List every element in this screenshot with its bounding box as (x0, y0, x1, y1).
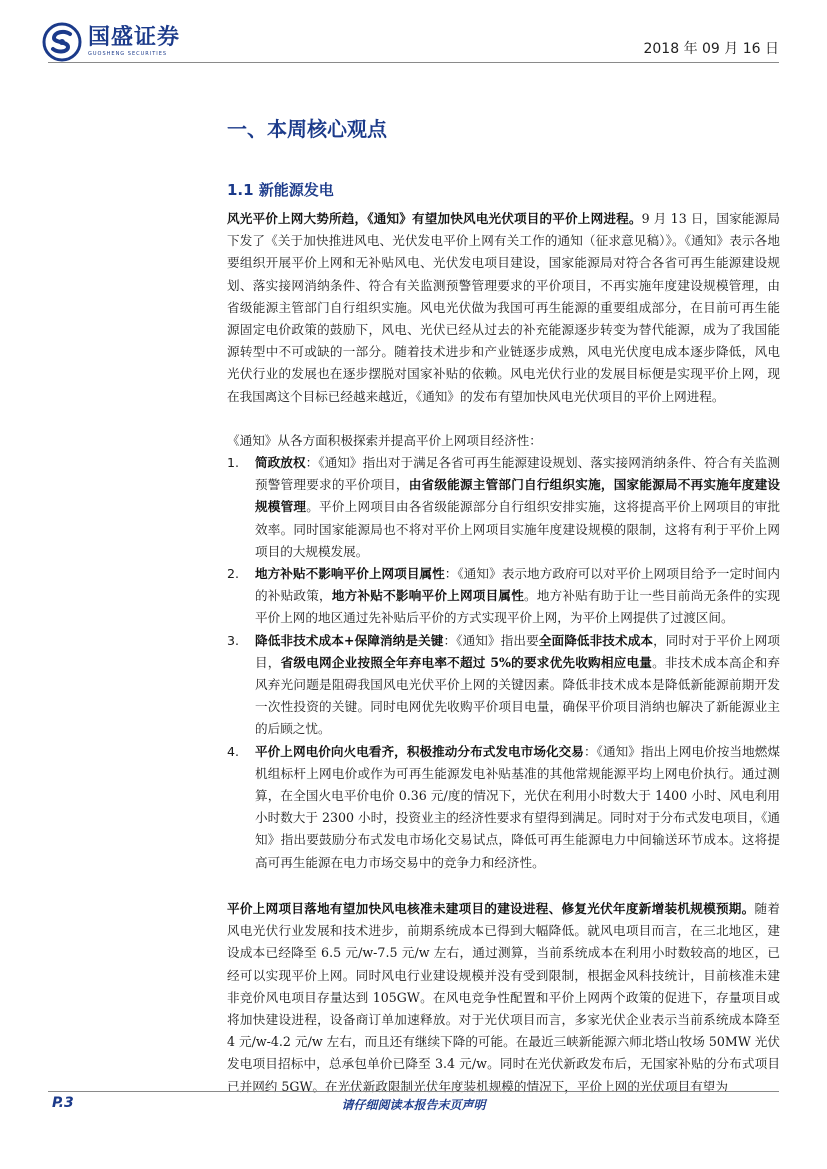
list-number: 1. (227, 455, 240, 471)
points-list (227, 452, 780, 874)
page-header (0, 0, 827, 70)
report-body (227, 208, 780, 1098)
point-lead: 地方补贴不影响平价上网项目属性 (255, 566, 445, 582)
paragraph-1-lead: 风光平价上网大势所趋，《通知》有望加快风电光伏项目的平价上网进程。 (227, 211, 642, 226)
footer-divider (48, 1091, 779, 1092)
point-lead: 降低非技术成本+保障消纳是关键 (255, 632, 444, 648)
point-text: 。地方补贴有助于让一些目前尚无条件的实现平价上网的地区通过先补贴后平价的方式实现平价上网，为平价上网提供了过渡区间。 (255, 588, 781, 626)
report-date: 2018 年 09 月 16 日 (643, 41, 779, 57)
paragraph-3-lead: 平价上网项目落地有望加快风电核准未建项目的建设进程、修复光伏年度新增装机规模预期。 (227, 900, 755, 916)
points-intro: 《通知》从各方面积极探索并提高平价上网项目经济性： (227, 432, 542, 448)
list-item (227, 452, 780, 563)
point-lead: 简政放权 (255, 455, 306, 471)
paragraph-1 (227, 208, 780, 408)
list-number: 2. (227, 566, 240, 582)
list-number: 4. (227, 743, 240, 759)
point-text: ：《通知》指出要 (443, 632, 539, 648)
point-text: 。非技术成本高企和弃风弃光问题是阻碍我国风电光伏平价上网的关键因素。降低非技术成本是降低新能源前期开发一次性投资的关键。同时电网优先收购平价项目电量，确保平价项目消纳也解决了新能源业主的后顾之忧。 (255, 654, 780, 737)
logo-chinese-name: 国盛证券 (88, 25, 181, 50)
footer-disclaimer: 请仔细阅读本报告末页声明 (341, 1098, 486, 1112)
point-lead: 平价上网电价向火电看齐，积极推动分布式发电市场化交易 (255, 743, 584, 759)
list-item (227, 741, 780, 874)
point-emphasis: 省级电网企业按照全年弃电率不超过 5%的要求优先收购相应电量 (280, 654, 653, 670)
point-text: ：《通知》表示地方政府可以对平价上网项目给予一定时间内的补贴政策， (255, 566, 781, 604)
paragraph-3-body: 随着风电光伏行业发展和技术进步，前期系统成本已得到大幅降低。就风电项目而言，在三北地区，建设成本已经降至 6.5 元/w-7.5 元/w 左右，通过测算，当前系统成本在利用小时数较高的地区，已经可以实现平价上网。同时风电行业建设规模并没有受到限制，根据金风科技统计，目前核准未建非竞价风电项目存量达到 105GW。在风电竞争性配置和平价上网两个政策的促进下，存量项目或将加快建设进程，设备商订单加速释放。对于光伏项目而言，多家光伏企业表示当前系统成本降至 4 元/w-4.2 元/w 左右，而且还有继续下降的可能。在最近三峡新能源六师北塔山牧场 50MW 光伏发电项目招标中，总承包单价已降至 3.4 元/w。同时在光伏新政发布后，无国家补贴的分布式项目已并网约 5GW。在光伏新政限制光伏年度装机规模的情况下，平价上网的光伏项目有望为 (227, 900, 781, 1094)
point-text: ：《通知》指出对于满足各省可再生能源建设规划、落实接网消纳条件、符合有关监测预警管理要求的平价项目， (255, 455, 781, 493)
list-number: 3. (227, 632, 240, 648)
list-item (227, 630, 780, 741)
logo-english-name: GUOSHENG SECURITIES (88, 51, 168, 57)
logo-mark-icon (42, 22, 82, 62)
point-emphasis: 全面降低非技术成本 (538, 632, 654, 648)
point-text: 。平价上网项目由各省级能源部分自行组织安排实施，这将提高平价上网项目的审批效率。同时国家能源局也不将对平价上网项目实施年度建设规模的限制，这将有利于平价上网项目的大规模发展。 (255, 499, 781, 559)
page-number: P.3 (52, 1095, 74, 1111)
header-divider (48, 62, 779, 63)
paragraph-3 (227, 898, 780, 1098)
point-text: ，同时对于平价上网项目， (255, 632, 781, 670)
point-emphasis: 地方补贴不影响平价上网项目属性 (331, 588, 525, 604)
company-logo (42, 22, 180, 62)
list-item (227, 563, 780, 630)
section-title: 一、本周核心观点 (227, 117, 387, 141)
point-text: ：《通知》指出上网电价按当地燃煤机组标杆上网电价或作为可再生能源发电补贴基准的其他常规能源平均上网电价执行。通过测算，在全国火电平价电价 0.36 元/度的情况下，光伏在利用小时数大于 1400 小时、风电利用小时数大于 2300 小时，投资业主的经济性要求有望得到满足。同时对于分布式发电项目，《通知》指出要鼓励分布式发电市场化交易试点，降低可再生能源电力中间输送环节成本。这将提高可再生能源在电力市场交易中的竞争力和经济性。 (255, 743, 781, 870)
subsection-title: 1.1 新能源发电 (227, 181, 334, 199)
point-emphasis: 由省级能源主管部门自行组织实施，国家能源局不再实施年度建设规模管理 (255, 477, 781, 515)
paragraph-1-body: 9 月 13 日，国家能源局下发了《关于加快推进风电、光伏发电平价上网有关工作的通知（征求意见稿）》。《通知》表示各地要组织开展平价上网和无补贴风电、光伏发电项目建设，国家能源局对符合各省可再生能源建设规划、落实接网消纳条件、符合有关监测预警管理要求的平价项目，不再实施年度建设规模管理，由省级能源主管部门自行组织实施。风电光伏做为我国可再生能源的重要组成部分，在目前可再生能源固定电价政策的鼓励下，风电、光伏已经从过去的补充能源逐步转变为替代能源，成为了我国能源转型中不可或缺的一部分。随着技术进步和产业链逐步成熟，风电光伏度电成本逐步降低，风电光伏行业的发展也在逐步摆脱对国家补贴的依赖。风电光伏行业的发展目标便是实现平价上网，现在我国离这个目标已经越来越近，《通知》的发布有望加快风电光伏项目的平价上网进程。 (227, 211, 780, 404)
